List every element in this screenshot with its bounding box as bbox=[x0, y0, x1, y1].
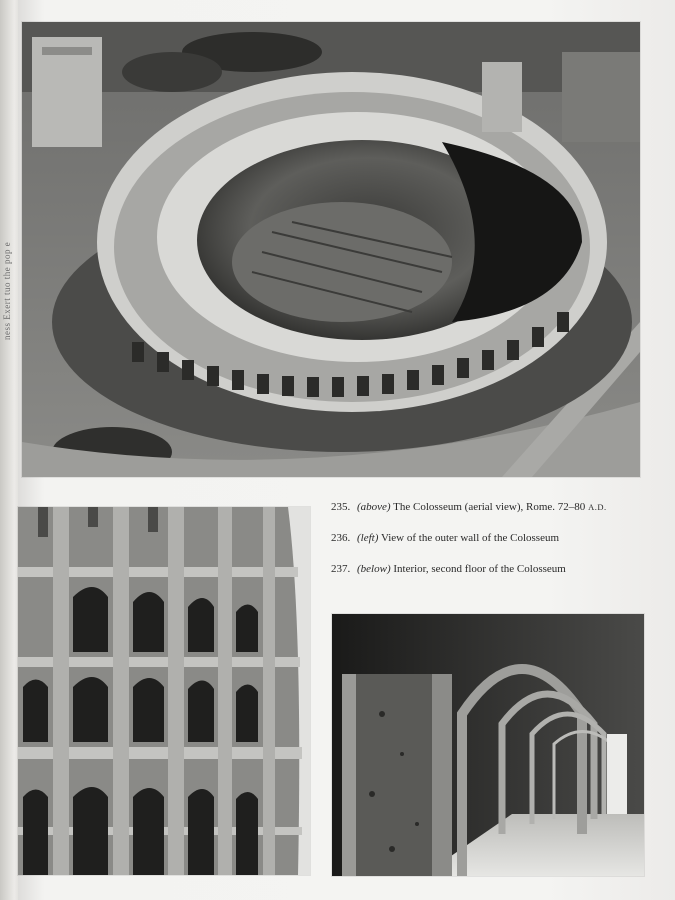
book-page bbox=[18, 0, 675, 900]
caption-237 bbox=[331, 562, 651, 577]
caption-direction: (above) bbox=[357, 501, 391, 513]
caption-number: 235. bbox=[331, 501, 351, 513]
facing-page-text: ness Exert tuo the pop e bbox=[2, 241, 12, 340]
caption-direction: (left) bbox=[357, 532, 379, 544]
caption-era: A.D. bbox=[588, 502, 607, 512]
caption-number: 236. bbox=[331, 532, 351, 544]
caption-235 bbox=[331, 500, 651, 515]
caption-text: View of the outer wall of the Colosseum bbox=[380, 532, 560, 544]
caption-block bbox=[331, 500, 651, 593]
caption-text: The Colosseum (aerial view), Rome. 72–80 bbox=[393, 501, 586, 513]
caption-236 bbox=[331, 531, 651, 546]
caption-number: 237. bbox=[331, 563, 351, 575]
colosseum-interior-photo bbox=[332, 614, 644, 876]
colosseum-aerial-photo bbox=[22, 22, 640, 477]
caption-direction: (below) bbox=[357, 563, 391, 575]
caption-text: Interior, second floor of the Colosseum bbox=[393, 563, 566, 575]
colosseum-outer-wall-photo bbox=[18, 507, 310, 875]
